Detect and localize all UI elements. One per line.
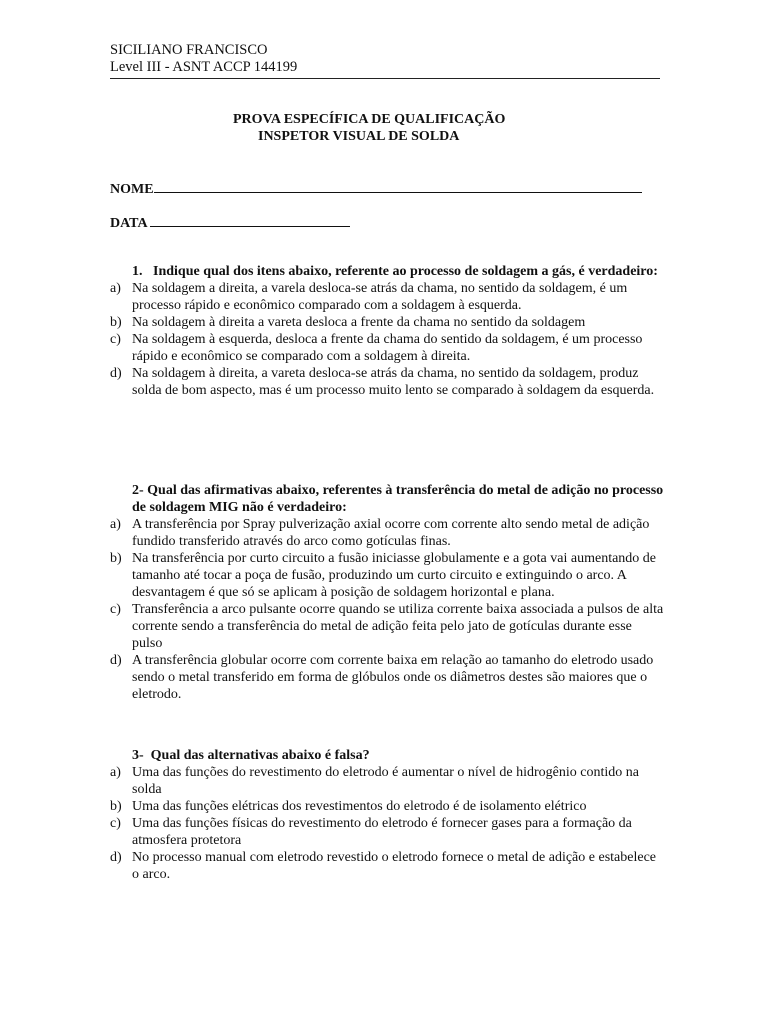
question-3-stem: [132, 747, 664, 764]
question-2: [110, 482, 664, 703]
option-label: d): [110, 653, 122, 668]
question-3-options: [110, 764, 664, 883]
question-2-stem: [132, 482, 664, 516]
option-text: Na soldagem a direita, a varela desloca-se atrás da chama, no sentido da soldagem, é um processo rápido e econômico comparado com a soldagem à esquerda.: [132, 281, 628, 313]
question-3-option-d: [110, 849, 664, 883]
option-text: A transferência globular ocorre com corrente baixa em relação ao tamanho do eletrodo usado sendo o metal transferido em forma de glóbulos onde os diâmetros destes são maiores que o eletrodo.: [132, 653, 654, 702]
name-field: [110, 178, 642, 198]
question-3-number: 3-: [132, 748, 144, 763]
question-2-option-b: [110, 550, 664, 601]
question-1-number: 1.: [132, 264, 143, 279]
question-1-option-c: [110, 331, 664, 365]
name-field-label: NOME: [110, 182, 154, 197]
option-label: c): [110, 602, 121, 617]
question-3: [110, 747, 664, 883]
option-text: Uma das funções do revestimento do eletrodo é aumentar o nível de hidrogênio contido na solda: [132, 765, 639, 797]
option-text: Na soldagem à direita, a vareta desloca-se atrás da chama, no sentido da soldagem, produz solda de bom aspecto, mas é um processo muito lento se comparado à soldagem da esquerda.: [132, 366, 655, 398]
question-1-stem: [132, 263, 664, 280]
option-text: Uma das funções elétricas dos revestimentos do eletrodo é de isolamento elétrico: [132, 799, 587, 814]
date-field-label: DATA: [110, 216, 151, 231]
option-label: a): [110, 517, 121, 532]
option-label: c): [110, 332, 121, 347]
question-2-number: 2-: [132, 483, 144, 498]
exam-title-line-2: INSPETOR VISUAL DE SOLDA: [258, 129, 460, 144]
option-label: b): [110, 315, 122, 330]
option-text: Na soldagem à direita a vareta desloca a frente da chama no sentido da soldagem: [132, 315, 586, 330]
option-text: A transferência por Spray pulverização axial ocorre com corrente alto sendo metal de adição fundido transferido através do arco como gotículas finas.: [132, 517, 650, 549]
question-2-option-a: [110, 516, 664, 550]
option-text: Uma das funções físicas do revestimento do eletrodo é fornecer gases para a formação da atmosfera protetora: [132, 816, 632, 848]
option-label: d): [110, 366, 122, 381]
question-2-option-c: [110, 601, 664, 652]
question-2-text: Qual das afirmativas abaixo, referentes à transferência do metal de adição no processo de soldagem MIG não é verdadeiro:: [132, 483, 664, 515]
author-level: Level III - ASNT ACCP 144199: [110, 59, 298, 75]
option-text: Na soldagem à esquerda, desloca a frente da chama do sentido da soldagem, é um processo rápido e econômico se comparado com a soldagem à direita.: [132, 332, 643, 364]
option-text: No processo manual com eletrodo revestido o eletrodo fornece o metal de adição e estabelece o arco.: [132, 850, 656, 882]
question-3-option-b: [110, 798, 664, 815]
question-2-option-d: [110, 652, 664, 703]
exam-title-line-1: PROVA ESPECÍFICA DE QUALIFICAÇÃO: [233, 112, 506, 127]
option-label: b): [110, 799, 122, 814]
option-label: a): [110, 765, 121, 780]
option-label: d): [110, 850, 122, 865]
name-blank-line: [154, 178, 642, 193]
question-1-option-d: [110, 365, 664, 399]
date-field: [110, 212, 350, 232]
option-text: Na transferência por curto circuito a fusão iniciasse globulamente e a gota vai aumentando de tamanho até tocar a poça de fusão, produzindo um curto circuito e extinguindo o arco. A desvantagem é que só se aplicam à posição de soldagem horizontal e plana.: [132, 551, 657, 600]
option-label: b): [110, 551, 122, 566]
question-1-text: Indique qual dos itens abaixo, referente ao processo de soldagem a gás, é verdadeiro:: [153, 264, 658, 279]
date-blank-line: [150, 212, 350, 227]
question-3-option-c: [110, 815, 664, 849]
option-text: Transferência a arco pulsante ocorre quando se utiliza corrente baixa associada a pulsos de alta corrente sendo a transferência do metal de adição feita pelo jato de gotículas durante esse pulso: [132, 602, 664, 651]
question-3-text: Qual das alternativas abaixo é falsa?: [150, 748, 370, 763]
question-1: [110, 263, 664, 399]
question-1-option-a: [110, 280, 664, 314]
question-3-option-a: [110, 764, 664, 798]
question-2-options: [110, 516, 664, 703]
author-name: SICILIANO FRANCISCO: [110, 42, 268, 58]
option-label: a): [110, 281, 121, 296]
option-label: c): [110, 816, 121, 831]
question-1-option-b: [110, 314, 664, 331]
question-1-options: [110, 280, 664, 399]
document-header: [110, 42, 660, 79]
